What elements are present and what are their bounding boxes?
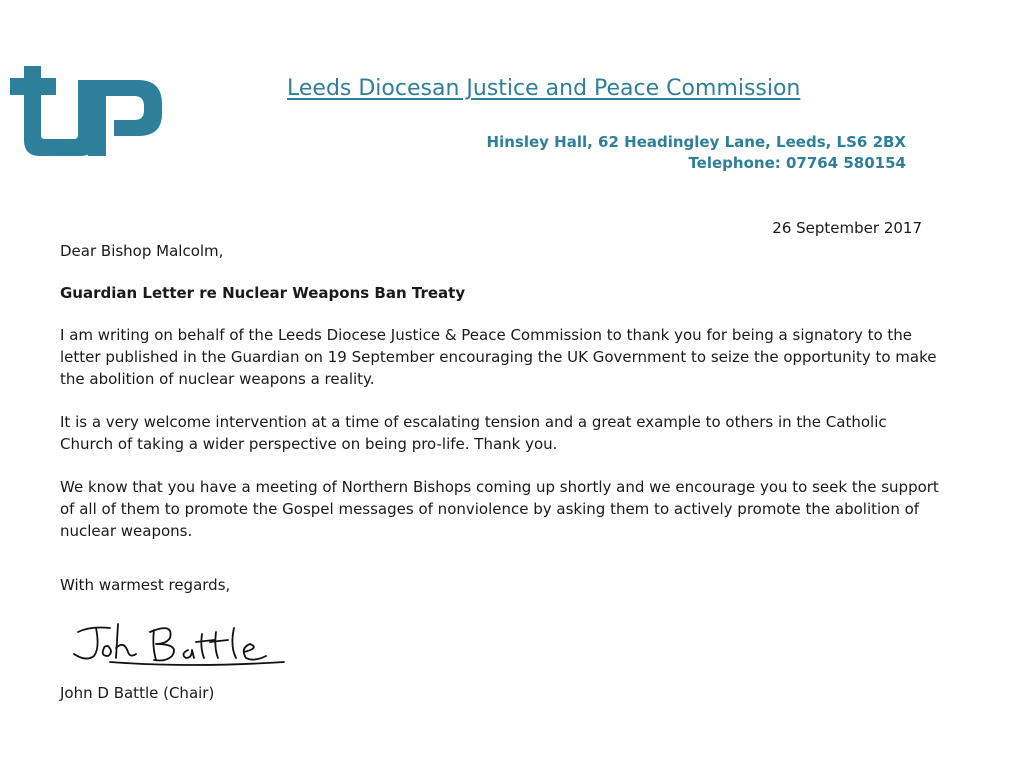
letter-body: [60, 240, 940, 563]
signer-name: John D Battle (Chair): [60, 684, 215, 702]
telephone-line: Telephone: 07764 580154: [688, 154, 906, 172]
paragraph: I am writing on behalf of the Leeds Diocese Justice & Peace Commission to thank you for being a signatory to the letter published in the Guardian on 19 September encouraging the UK Government to seize the opportunity to make the abolition of nuclear weapons a reality.: [60, 326, 937, 388]
letter-date: 26 September 2017: [772, 219, 922, 237]
organization-name: Leeds Diocesan Justice and Peace Commission: [287, 76, 801, 101]
jp-logo: [10, 66, 162, 156]
address-line: Hinsley Hall, 62 Headingley Lane, Leeds, LS6 2BX: [486, 133, 906, 151]
paragraph: It is a very welcome intervention at a time of escalating tension and a great example to others in the Catholic Church of taking a wider perspective on being pro-life. Thank you.: [60, 413, 887, 453]
letterhead-contact: [487, 132, 906, 174]
paragraph: We know that you have a meeting of Northern Bishops coming up shortly and we encourage you to seek the support of all of them to promote the Gospel messages of nonviolence by asking them to actively promote the abolition of nuclear weapons.: [60, 478, 939, 540]
handwritten-signature: [70, 618, 310, 670]
subject-line: Guardian Letter re Nuclear Weapons Ban Treaty: [60, 284, 466, 302]
closing: With warmest regards,: [60, 576, 231, 594]
salutation: Dear Bishop Malcolm,: [60, 242, 224, 260]
